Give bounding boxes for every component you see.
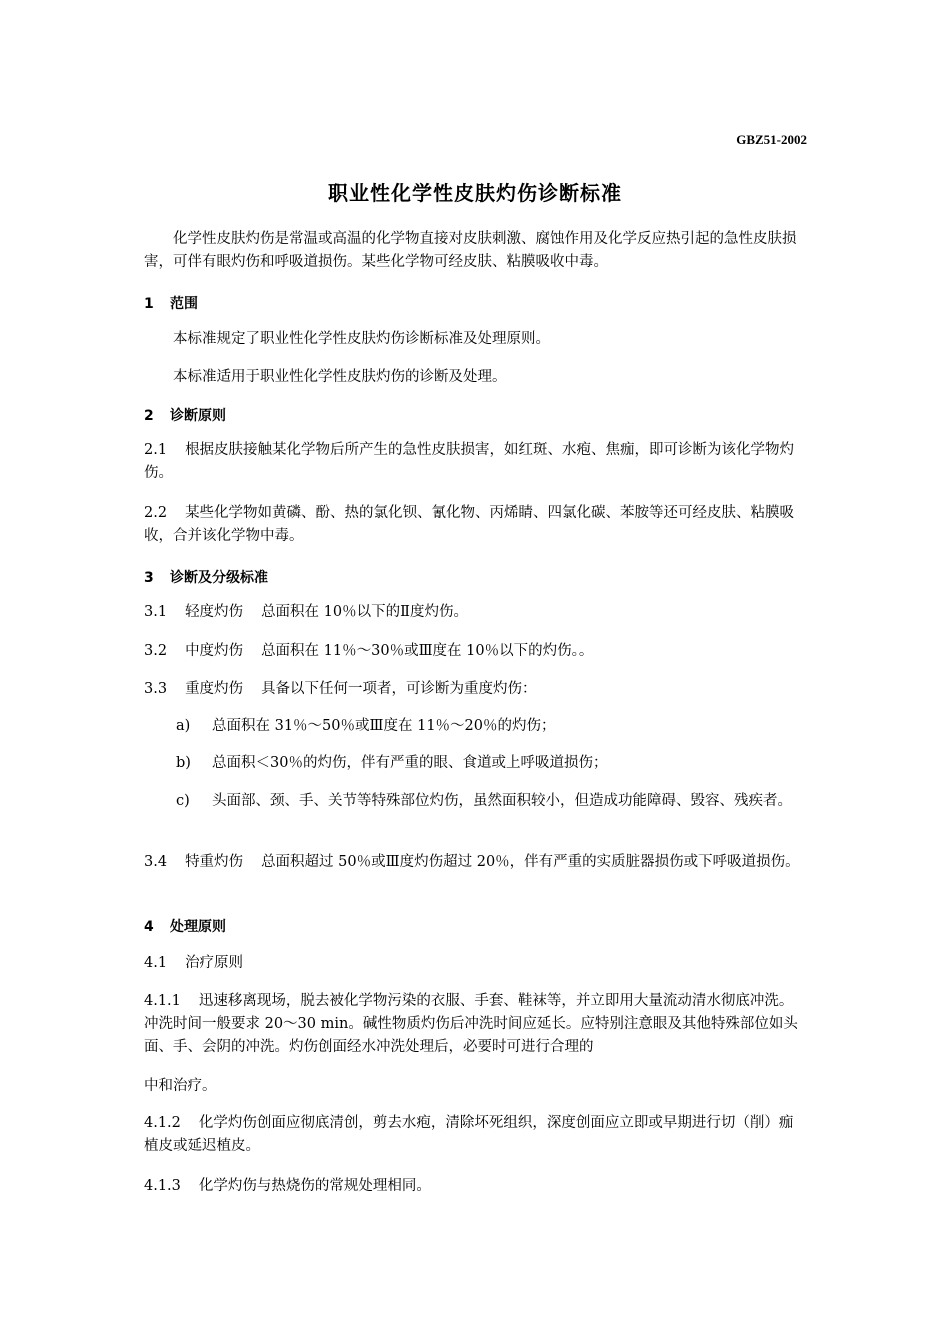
- list-marker: a): [176, 718, 191, 734]
- list-item-c: [176, 790, 807, 813]
- clause-3-2: [144, 640, 807, 663]
- clause-text: 根据皮肤接触某化学物后所产生的急性皮肤损害，如红斑、水疱、焦痂，即可诊断为该化学物灼伤。: [144, 442, 795, 481]
- clause-4-1-3: [144, 1175, 807, 1198]
- clause-3-1: [144, 601, 807, 624]
- paragraph: 本标准规定了职业性化学性皮肤灼伤诊断标准及处理原则。: [173, 331, 550, 347]
- clause-4-1: [144, 952, 807, 975]
- section-3-heading: [144, 567, 268, 587]
- clause-3-4: [144, 851, 807, 874]
- section-number: 4: [144, 919, 154, 935]
- list-text: 头面部、颈、手、关节等特殊部位灼伤，虽然面积较小，但造成功能障碍、毁容、残疾者。: [212, 793, 792, 809]
- clause-text: 迅速移离现场，脱去被化学物污染的衣服、手套、鞋袜等，并立即用大量流动清水彻底冲洗。冲洗时间一般要求 20～30 min。碱性物质灼伤后冲洗时间应延长。应特别注意眼及其他特殊部位如头面、手、会阴的冲洗。灼伤创面经水冲洗处理后，必要时可进行合理的: [144, 993, 798, 1055]
- list-marker: c): [176, 793, 190, 809]
- clause-4-1-1-continued: 中和治疗。: [144, 1078, 217, 1094]
- clause-number: 3.2: [144, 643, 168, 659]
- section-title: 诊断及分级标准: [170, 570, 268, 586]
- clause-3-3: [144, 678, 807, 701]
- clause-text: 总面积超过 50％或Ⅲ度灼伤超过 20％，伴有严重的实质脏器损伤或下呼吸道损伤。: [261, 854, 800, 870]
- list-item-a: [176, 715, 807, 738]
- clause-title: 治疗原则: [185, 955, 244, 971]
- clause-number: 3.4: [144, 854, 168, 870]
- section-title: 范围: [170, 296, 198, 312]
- clause-number: 4.1.3: [144, 1178, 181, 1194]
- severity-level: 轻度灼伤: [185, 604, 244, 620]
- section-2-heading: [144, 405, 226, 425]
- clause-2-1: [144, 439, 807, 485]
- clause-text: 某些化学物如黄磷、酚、热的氯化钡、氰化物、丙烯睛、四氯化碳、苯胺等还可经皮肤、粘膜吸收，合并该化学物中毒。: [144, 505, 795, 544]
- section-title: 处理原则: [170, 919, 226, 935]
- standard-code: GBZ51-2002: [736, 132, 807, 147]
- list-text: 总面积在 31％～50％或Ⅲ度在 11％～20％的灼伤；: [212, 718, 556, 734]
- clause-number: 2.1: [144, 442, 168, 458]
- clause-number: 4.1.2: [144, 1115, 181, 1131]
- section-1-heading: [144, 293, 198, 313]
- severity-level: 特重灼伤: [185, 854, 244, 870]
- clause-text: 化学灼伤创面应彻底清创，剪去水疱，清除坏死组织，深度创面应立即或早期进行切（削）痂植皮或延迟植皮。: [144, 1115, 794, 1154]
- section-number: 3: [144, 570, 154, 586]
- clause-text: 化学灼伤与热烧伤的常规处理相同。: [198, 1178, 431, 1194]
- clause-number: 3.1: [144, 604, 168, 620]
- clause-4-1-2: [144, 1112, 807, 1158]
- section-title: 诊断原则: [170, 408, 226, 424]
- paragraph: 本标准适用于职业性化学性皮肤灼伤的诊断及处理。: [173, 369, 507, 385]
- document-title: 职业性化学性皮肤灼伤诊断标准: [328, 181, 622, 205]
- clause-number: 4.1: [144, 955, 168, 971]
- list-item-b: [176, 752, 807, 775]
- section-number: 2: [144, 408, 154, 424]
- clause-number: 3.3: [144, 681, 168, 697]
- section-number: 1: [144, 296, 154, 312]
- section-4-heading: [144, 916, 226, 936]
- clause-number: 2.2: [144, 505, 168, 521]
- list-marker: b): [176, 755, 191, 771]
- clause-number: 4.1.1: [144, 993, 181, 1009]
- clause-2-2: [144, 502, 807, 548]
- clause-text: 具备以下任何一项者，可诊断为重度灼伤：: [261, 681, 537, 697]
- severity-level: 中度灼伤: [185, 643, 244, 659]
- severity-level: 重度灼伤: [185, 681, 244, 697]
- clause-text: 总面积在 11％～30％或Ⅲ度在 10％以下的灼伤。。: [261, 643, 594, 659]
- list-text: 总面积＜30％的灼伤，伴有严重的眼、食道或上呼吸道损伤；: [212, 755, 608, 771]
- clause-text: 总面积在 10％以下的Ⅱ度灼伤。: [261, 604, 468, 620]
- clause-4-1-1: [144, 990, 807, 1059]
- intro-paragraph: 化学性皮肤灼伤是常温或高温的化学物直接对皮肤刺激、腐蚀作用及化学反应热引起的急性皮肤损害，可伴有眼灼伤和呼吸道损伤。某些化学物可经皮肤、粘膜吸收中毒。: [144, 231, 797, 270]
